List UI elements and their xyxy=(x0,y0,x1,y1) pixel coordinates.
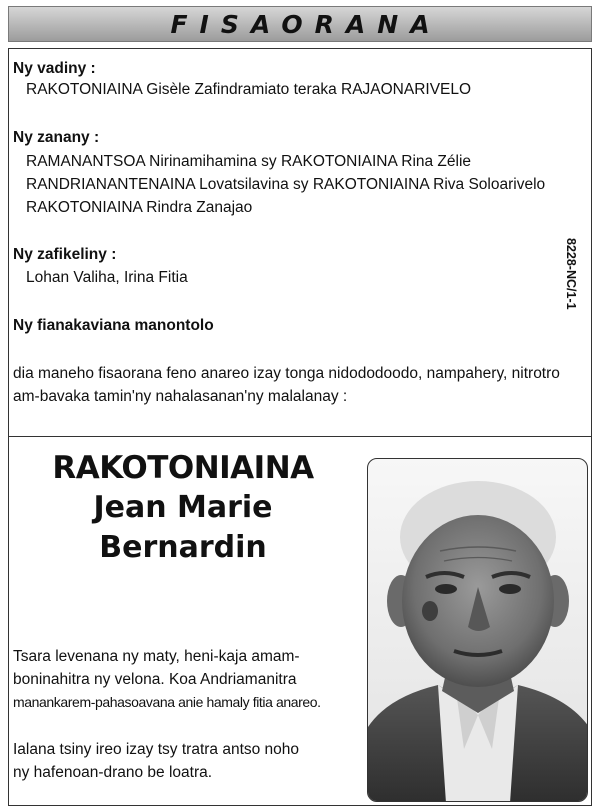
grandchildren-label: Ny zafikeliny : xyxy=(13,246,117,263)
intro-line: am-bavaka tamin'ny nahalasanan'ny malalanay : xyxy=(13,388,348,405)
children-line: RAKOTONIAINA Rindra Zanajao xyxy=(26,199,253,216)
children-line: RAMANANTSOA Nirinamihamina sy RAKOTONIAINA Rina Zélie xyxy=(26,153,472,170)
parents-line: RAKOTONIAINA Gisèle Zafindramiato teraka RAJAONARIVELO xyxy=(26,81,472,98)
deceased-given-name: Bernardin xyxy=(99,530,267,565)
reference-code: 8228-NC/1-1 xyxy=(564,238,578,310)
deceased-given-name: Jean Marie xyxy=(93,490,273,525)
section-divider xyxy=(8,436,592,437)
children-line: RANDRIANANTENAINA Lovatsilavina sy RAKOTONIAINA Riva Soloarivelo xyxy=(26,176,546,193)
tribute-line: Tsara levenana ny maty, heni-kaja amam- xyxy=(13,648,300,665)
deceased-name xyxy=(18,448,348,568)
page-title: FISAORANA xyxy=(170,9,442,39)
tribute-line: boninahitra ny velona. Koa Andriamanitra xyxy=(13,671,297,688)
grandchildren-line: Lohan Valiha, Irina Fitia xyxy=(26,269,188,286)
tribute-line: ny hafenoan-drano be loatra. xyxy=(13,764,213,781)
tribute-line: Ialana tsiny ireo izay tsy tratra antso noho xyxy=(13,741,300,758)
extended-family-label: Ny fianakaviana manontolo xyxy=(13,317,214,334)
children-label: Ny zanany : xyxy=(13,129,100,146)
header-banner xyxy=(8,6,592,42)
portrait-drawing xyxy=(368,459,588,802)
parents-label: Ny vadiny : xyxy=(13,60,96,77)
tribute-line: manankarem-pahasoavana anie hamaly fitia anareo. xyxy=(13,694,321,710)
portrait-photo-icon xyxy=(367,458,588,802)
deceased-surname: RAKOTONIAINA xyxy=(52,450,314,486)
intro-line: dia maneho fisaorana feno anareo izay tonga nidododoodo, nampahery, nitrotro xyxy=(13,365,560,382)
